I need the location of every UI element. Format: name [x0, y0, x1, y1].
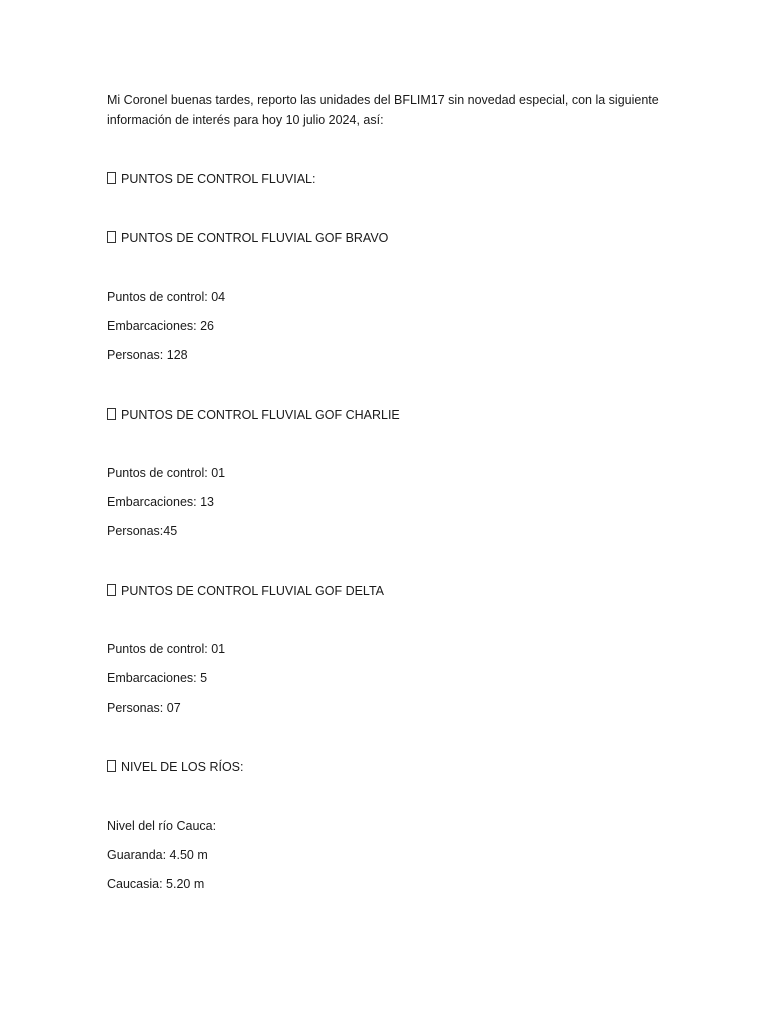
bullet-box-icon [107, 760, 116, 772]
bravo-puntos: Puntos de control: 04 [107, 290, 226, 304]
heading-nivel-rios-text: NIVEL DE LOS RÍOS: [121, 760, 244, 774]
section-heading-delta [107, 581, 384, 601]
delta-embarcaciones: Embarcaciones: 5 [107, 671, 208, 685]
intro-line-2: información de interés para hoy 10 julio 2024, así: [107, 113, 384, 127]
bravo-personas: Personas: 128 [107, 348, 188, 362]
section-heading-text: PUNTOS DE CONTROL FLUVIAL GOF CHARLIE [121, 408, 400, 422]
delta-personas: Personas: 07 [107, 701, 181, 715]
heading-control-fluvial [107, 169, 315, 189]
section-heading-text: PUNTOS DE CONTROL FLUVIAL GOF BRAVO [121, 231, 389, 245]
caucasia-level: Caucasia: 5.20 m [107, 877, 205, 891]
bullet-box-icon [107, 408, 116, 420]
rio-cauca-label: Nivel del río Cauca: [107, 819, 217, 833]
section-heading-text: PUNTOS DE CONTROL FLUVIAL GOF DELTA [121, 584, 385, 598]
bullet-box-icon [107, 231, 116, 243]
charlie-embarcaciones: Embarcaciones: 13 [107, 495, 215, 509]
charlie-personas: Personas:45 [107, 524, 178, 538]
heading-nivel-rios [107, 757, 244, 777]
bullet-box-icon [107, 584, 116, 596]
guaranda-level: Guaranda: 4.50 m [107, 848, 208, 862]
delta-puntos: Puntos de control: 01 [107, 642, 226, 656]
charlie-puntos: Puntos de control: 01 [107, 466, 226, 480]
section-heading-bravo [107, 228, 388, 248]
intro-line-1: Mi Coronel buenas tardes, reporto las unidades del BFLIM17 sin novedad especial, con la siguiente [107, 93, 659, 107]
bravo-embarcaciones: Embarcaciones: 26 [107, 319, 215, 333]
section-heading-charlie [107, 405, 400, 425]
bullet-box-icon [107, 172, 116, 184]
heading-control-fluvial-text: PUNTOS DE CONTROL FLUVIAL: [121, 172, 316, 186]
